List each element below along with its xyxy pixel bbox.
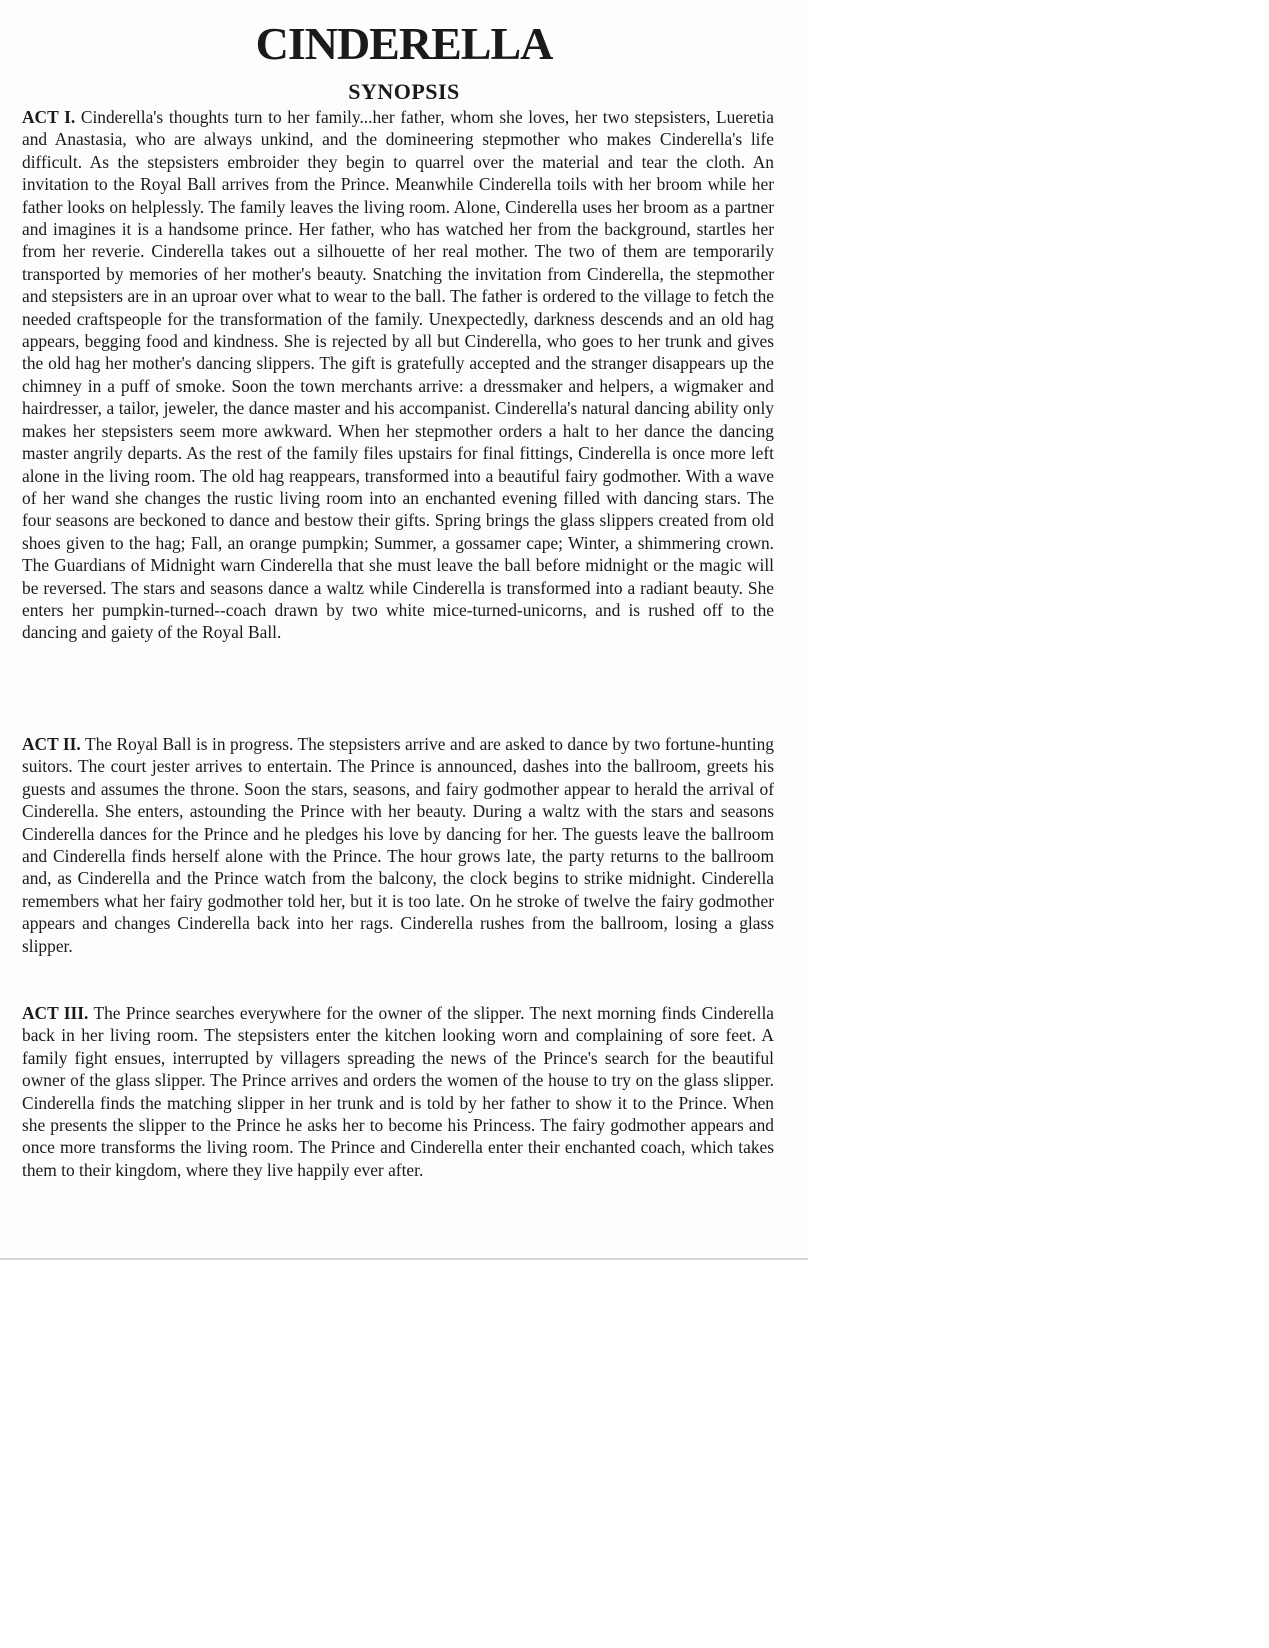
act-3-heading: ACT III. <box>22 1003 89 1023</box>
document-title: CINDERELLA <box>255 18 553 69</box>
act-1-text: Cinderella's thoughts turn to her family...her father, whom she loves, her two stepsisters, Lueretia and Anastasia, who are always unkind, and the domineering stepmother who makes Cinderella's life difficult. As the stepsisters embroider they begin to quarrel over the material and tear the cloth. An invitation to the Royal Ball arrives from the Prince. Meanwhile Cinderella toils with her broom while her father looks on helplessly. The family leaves the living room. Alone, Cinderella uses her broom as a partner and imagines it is a handsome prince. Her father, who has watched her from the background, startles her from her reverie. Cinderella takes out a silhouette of her real mother. The two of them are temporarily transported by memories of her mother's beauty. Snatching the invitation from Cinderella, the stepmother and stepsisters are in an uproar over what to wear to the ball. The father is ordered to the village to fetch the needed craftspeople for the transformation of the family. Unexpectedly, darkness descends and an old hag appears, begging food and kindness. She is rejected by all but Cinderella, who goes to her trunk and gives the old hag her mother's dancing slippers. The gift is gratefully accepted and the stranger disappears up the chimney in a puff of smoke. Soon the town merchants arrive: a dressmaker and helpers, a wigmaker and hairdresser, a tailor, jeweler, the dance master and his accompanist. Cinderella's natural dancing ability only makes her stepsisters seem more awkward. When her stepmother orders a halt to her dance the dancing master angrily departs. As the rest of the family files upstairs for final fittings, Cinderella is once more left alone in the living room. The old hag reappears, transformed into a beautiful fairy godmother. With a wave of her wand she changes the rustic living room into an enchanted evening filled with dancing stars. The four seasons are beckoned to dance and bestow their gifts. Spring brings the glass slippers created from old shoes given to the hag; Fall, an orange pumpkin; Summer, a gossamer cape; Winter, a shimmering crown. The Guardians of Midnight warn Cinderella that she must leave the ball before midnight or the magic will be reversed. The stars and seasons dance a waltz while Cinderella is transformed into a radiant beauty. She enters her pumpkin-turned--coach drawn by two white mice-turned-unicorns, and is rushed off to the dancing and gaiety of the Royal Ball. <box>22 107 774 643</box>
act-2-heading: ACT II. <box>22 734 81 754</box>
document-subtitle: SYNOPSIS <box>348 79 460 104</box>
act-1-paragraph <box>22 106 774 644</box>
act-3-paragraph <box>22 1002 774 1181</box>
scanned-page <box>0 0 808 1260</box>
act-2-paragraph <box>22 733 774 957</box>
act-2-text: The Royal Ball is in progress. The stepsisters arrive and are asked to dance by two fortune-hunting suitors. The court jester arrives to entertain. The Prince is announced, dashes into the ballroom, greets his guests and assumes the throne. Soon the stars, seasons, and fairy godmother appear to herald the arrival of Cinderella. She enters, astounding the Prince with her beauty. During a waltz with the stars and seasons Cinderella dances for the Prince and he pledges his love by dancing for her. The guests leave the ballroom and Cinderella finds herself alone with the Prince. The hour grows late, the party returns to the ballroom and, as Cinderella and the Prince watch from the balcony, the clock begins to strike midnight. Cinderella remembers what her fairy godmother told her, but it is too late. On he stroke of twelve the fairy godmother appears and changes Cinderella back into her rags. Cinderella rushes from the ballroom, losing a glass slipper. <box>22 734 774 956</box>
act-3-text: The Prince searches everywhere for the owner of the slipper. The next morning finds Cinderella back in her living room. The stepsisters enter the kitchen looking worn and complaining of sore feet. A family fight ensues, interrupted by villagers spreading the news of the Prince's search for the beautiful owner of the glass slipper. The Prince arrives and orders the women of the house to try on the glass slipper. Cinderella finds the matching slipper in her trunk and is told by her father to show it to the Prince. When she presents the slipper to the Prince he asks her to become his Princess. The fairy godmother appears and once more transforms the living room. The Prince and Cinderella enter their enchanted coach, which takes them to their kingdom, where they live happily ever after. <box>22 1003 775 1180</box>
act-1-heading: ACT I. <box>22 107 76 127</box>
